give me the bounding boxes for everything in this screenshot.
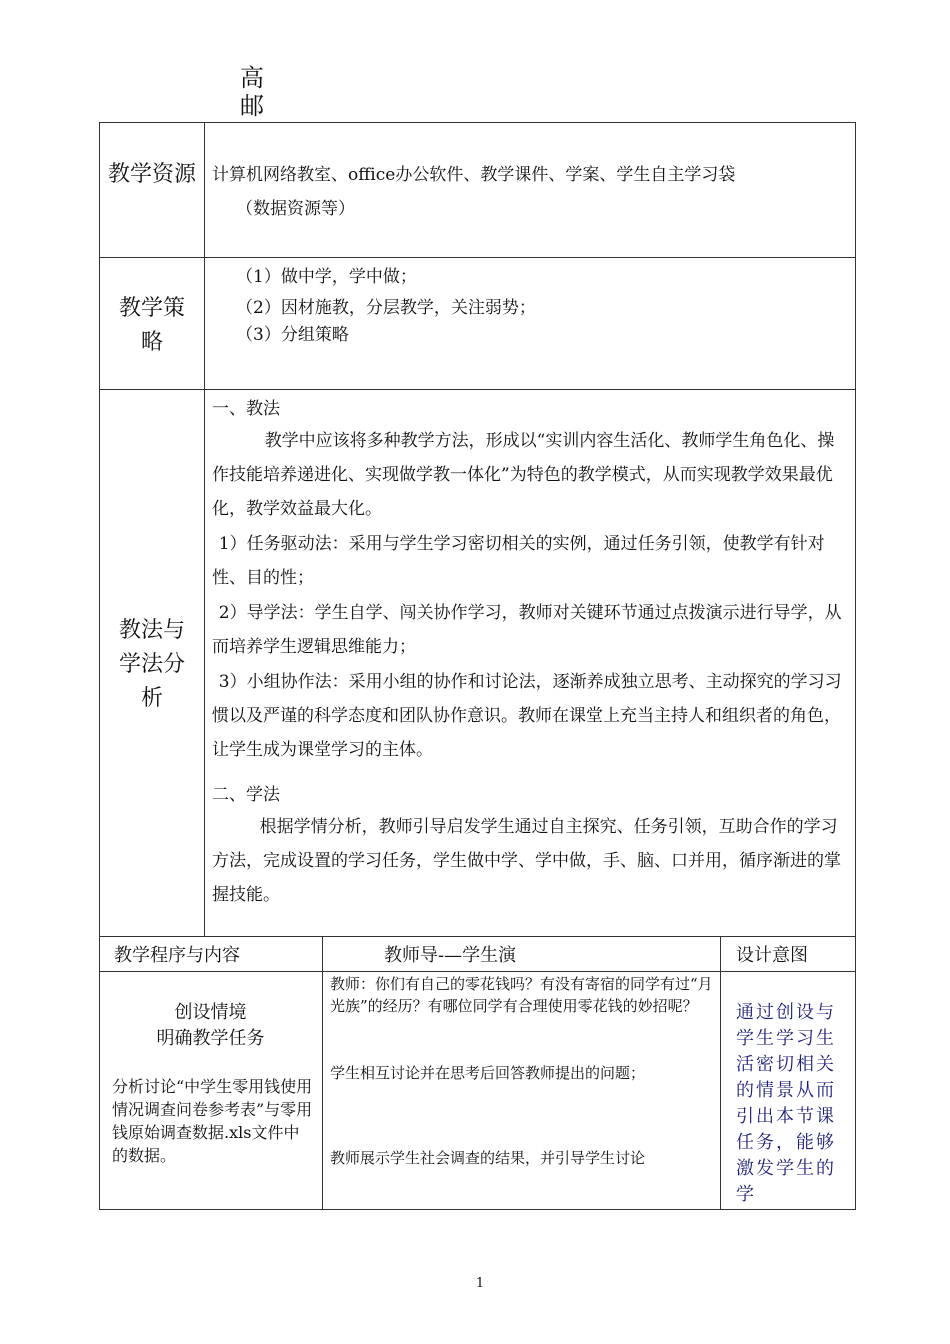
design-intent: 通过创设与学生学习生活密切相关的情景从而引出本节课任务，能够激发学生的学 [736,1002,836,1205]
resources-text: 计算机网络教室、office办公软件、教学课件、学案、学生自主学习袋 [212,165,736,185]
stage-subtitle: 明确教学任务 [156,1028,265,1049]
stage-title: 创设情境 [174,1002,247,1023]
method-section-title: 二、学法 [212,785,280,805]
page-number: 1 [475,1276,485,1291]
method-item: 1）任务驱动法：采用与学生学习密切相关的实例，通过任务引领，使教学有针对性、目的性； [212,534,825,588]
strategy-item: （2）因材施教，分层教学，关注弱势； [236,298,536,318]
resources-text-note: （数据资源等） [236,199,355,219]
method-section-title: 一、教法 [212,399,280,419]
teacher-question: 教师：你们有自己的零花钱吗？有没有寄宿的同学有过“月光族”的经历？有哪位同学有合理使用零花钱的妙招呢？ [330,975,713,1015]
method-item: 3）小组协作法：采用小组的协作和讨论法，逐渐养成独立思考、主动探究的学习习惯以及严谨的科学态度和团队协作意识。教师在课堂上充当主持人和组织者的角色，让学生成为课堂学习的主体。 [212,672,842,760]
header-char: 高 [240,64,264,92]
resources-label: 教学资源 [108,162,197,187]
teacher-show: 教师展示学生社会调查的结果，并引导学生讨论 [330,1149,646,1167]
student-answer: 学生相互讨论并在思考后回答教师提出的问题； [330,1064,646,1082]
method-section-paragraph: 根据学情分析，教师引导启发学生通过自主探究、任务引领，互助合作的学习方法，完成设置的学习任务，学生做中学、学中做，手、脑、口并用，循序渐进的掌握技能。 [212,817,841,905]
method-item: 2）导学法：学生自学、闯关协作学习，教师对关键环节通过点拨演示进行导学，从而培养学生逻辑思维能力； [212,603,842,657]
header-fragment [240,64,270,120]
column-header: 设计意图 [736,945,808,966]
strategy-item: （1）做中学，学中做； [236,267,417,287]
methods-label: 教法与学法分析 [118,618,185,711]
strategy-label: 教学策略 [118,296,185,355]
column-header: 教学程序与内容 [114,945,240,966]
stage-description: 分析讨论“中学生零用钱使用情况调查问卷参考表”与零用钱原始调查数据.xls文件中的数据。 [112,1077,313,1165]
method-section-paragraph: 教学中应该将多种教学方法，形成以“实训内容生活化、教师学生角色化、操作技能培养递进化、实现做学教一体化”为特色的教学模式，从而实现教学效果最优化，教学效益最大化。 [212,431,835,519]
header-char: 邮 [240,92,264,120]
column-header: 教师导-—学生演 [384,945,517,966]
strategy-item: （3）分组策略 [236,325,349,345]
